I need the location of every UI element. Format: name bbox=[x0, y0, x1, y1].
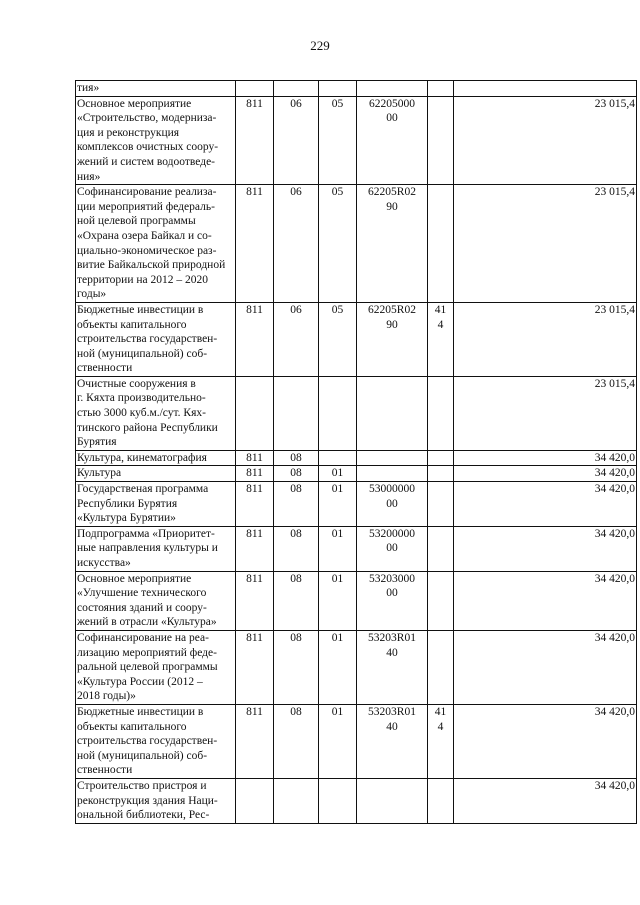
row-name-cell: тия» bbox=[76, 81, 236, 97]
row-name-cell: Софинансирование на реа- лизацию мероприятий феде- ральной целевой программы «Культура России (2012 – 2018 годы)» bbox=[76, 630, 236, 704]
row-expense-type-cell bbox=[428, 376, 454, 450]
row-section-cell: 08 bbox=[274, 450, 319, 466]
row-amount-cell: 34 420,0 bbox=[454, 450, 637, 466]
table-row bbox=[76, 630, 637, 704]
row-expense-type-cell bbox=[428, 185, 454, 303]
row-admin-code-cell bbox=[236, 81, 274, 97]
row-section-cell bbox=[274, 81, 319, 97]
row-amount-cell: 34 420,0 bbox=[454, 571, 637, 630]
row-admin-code-cell: 811 bbox=[236, 482, 274, 527]
row-target-code-cell: 62205R02 90 bbox=[357, 302, 428, 376]
row-name-cell: Культура bbox=[76, 466, 236, 482]
row-section-cell: 08 bbox=[274, 630, 319, 704]
row-section-cell bbox=[274, 376, 319, 450]
row-name-cell: Основное мероприятие «Улучшение технического состояния зданий и соору- жений в отрасли «Культура» bbox=[76, 571, 236, 630]
row-subsection-cell: 01 bbox=[319, 526, 357, 571]
row-expense-type-cell bbox=[428, 466, 454, 482]
table-row bbox=[76, 185, 637, 303]
row-target-code-cell: 53203000 00 bbox=[357, 571, 428, 630]
row-subsection-cell: 05 bbox=[319, 96, 357, 185]
row-subsection-cell: 01 bbox=[319, 466, 357, 482]
row-subsection-cell: 01 bbox=[319, 571, 357, 630]
table-row bbox=[76, 526, 637, 571]
row-expense-type-cell bbox=[428, 630, 454, 704]
row-subsection-cell bbox=[319, 450, 357, 466]
row-section-cell: 06 bbox=[274, 96, 319, 185]
row-admin-code-cell: 811 bbox=[236, 302, 274, 376]
row-section-cell: 08 bbox=[274, 526, 319, 571]
row-section-cell: 08 bbox=[274, 466, 319, 482]
row-admin-code-cell: 811 bbox=[236, 704, 274, 778]
row-name-cell: Культура, кинематография bbox=[76, 450, 236, 466]
row-subsection-cell: 05 bbox=[319, 302, 357, 376]
row-admin-code-cell: 811 bbox=[236, 450, 274, 466]
row-target-code-cell bbox=[357, 450, 428, 466]
row-amount-cell: 23 015,4 bbox=[454, 96, 637, 185]
row-expense-type-cell: 41 4 bbox=[428, 704, 454, 778]
row-target-code-cell: 53203R01 40 bbox=[357, 704, 428, 778]
row-amount-cell: 23 015,4 bbox=[454, 376, 637, 450]
row-name-cell: Софинансирование реализа- ции мероприятий федераль- ной целевой программы «Охрана озера Байкал и со- циально-экономическое раз- витие Байкальской природной территории на 2012 – 2020 годы» bbox=[76, 185, 236, 303]
row-amount-cell: 23 015,4 bbox=[454, 185, 637, 303]
row-name-cell: Основное мероприятие «Строительство, модерниза- ция и реконструкция комплексов очистных соору- жений и систем водоотведе- ния» bbox=[76, 96, 236, 185]
row-expense-type-cell bbox=[428, 778, 454, 823]
row-amount-cell: 23 015,4 bbox=[454, 302, 637, 376]
row-subsection-cell: 01 bbox=[319, 630, 357, 704]
row-expense-type-cell bbox=[428, 81, 454, 97]
table-row bbox=[76, 450, 637, 466]
row-admin-code-cell: 811 bbox=[236, 526, 274, 571]
row-section-cell: 08 bbox=[274, 482, 319, 527]
row-section-cell bbox=[274, 778, 319, 823]
table-row bbox=[76, 482, 637, 527]
row-admin-code-cell: 811 bbox=[236, 571, 274, 630]
row-admin-code-cell: 811 bbox=[236, 96, 274, 185]
table-row bbox=[76, 96, 637, 185]
row-admin-code-cell: 811 bbox=[236, 466, 274, 482]
row-subsection-cell bbox=[319, 376, 357, 450]
row-subsection-cell: 01 bbox=[319, 704, 357, 778]
row-admin-code-cell bbox=[236, 778, 274, 823]
row-amount-cell: 34 420,0 bbox=[454, 526, 637, 571]
row-target-code-cell bbox=[357, 81, 428, 97]
row-target-code-cell bbox=[357, 466, 428, 482]
table-row bbox=[76, 778, 637, 823]
row-target-code-cell: 62205000 00 bbox=[357, 96, 428, 185]
row-amount-cell bbox=[454, 81, 637, 97]
row-name-cell: Бюджетные инвестиции в объекты капитального строительства государствен- ной (муниципальной) соб- ственности bbox=[76, 704, 236, 778]
table-row bbox=[76, 302, 637, 376]
row-admin-code-cell bbox=[236, 376, 274, 450]
page-number: 229 bbox=[310, 38, 330, 53]
row-target-code-cell: 53000000 00 bbox=[357, 482, 428, 527]
row-name-cell: Государственая программа Республики Бурятия «Культура Бурятии» bbox=[76, 482, 236, 527]
budget-table bbox=[75, 80, 637, 824]
row-expense-type-cell bbox=[428, 450, 454, 466]
row-section-cell: 06 bbox=[274, 302, 319, 376]
row-amount-cell: 34 420,0 bbox=[454, 466, 637, 482]
row-name-cell: Очистные сооружения в г. Кяхта производительно- стью 3000 куб.м./сут. Кях- тинского района Республики Бурятия bbox=[76, 376, 236, 450]
table-row bbox=[76, 81, 637, 97]
row-target-code-cell: 53203R01 40 bbox=[357, 630, 428, 704]
row-amount-cell: 34 420,0 bbox=[454, 704, 637, 778]
row-target-code-cell bbox=[357, 778, 428, 823]
row-admin-code-cell: 811 bbox=[236, 185, 274, 303]
row-expense-type-cell bbox=[428, 526, 454, 571]
table-row bbox=[76, 376, 637, 450]
row-section-cell: 06 bbox=[274, 185, 319, 303]
table-row bbox=[76, 466, 637, 482]
row-target-code-cell: 53200000 00 bbox=[357, 526, 428, 571]
row-admin-code-cell: 811 bbox=[236, 630, 274, 704]
row-name-cell: Бюджетные инвестиции в объекты капитального строительства государствен- ной (муниципальной) соб- ственности bbox=[76, 302, 236, 376]
row-expense-type-cell bbox=[428, 571, 454, 630]
table-row bbox=[76, 571, 637, 630]
row-subsection-cell: 05 bbox=[319, 185, 357, 303]
row-name-cell: Строительство пристроя и реконструкция здания Наци- ональной библиотеки, Рес- bbox=[76, 778, 236, 823]
row-expense-type-cell bbox=[428, 482, 454, 527]
row-amount-cell: 34 420,0 bbox=[454, 630, 637, 704]
row-section-cell: 08 bbox=[274, 704, 319, 778]
row-target-code-cell: 62205R02 90 bbox=[357, 185, 428, 303]
row-amount-cell: 34 420,0 bbox=[454, 778, 637, 823]
row-subsection-cell: 01 bbox=[319, 482, 357, 527]
row-subsection-cell bbox=[319, 81, 357, 97]
row-name-cell: Подпрограмма «Приоритет- ные направления культуры и искусства» bbox=[76, 526, 236, 571]
row-section-cell: 08 bbox=[274, 571, 319, 630]
row-expense-type-cell bbox=[428, 96, 454, 185]
row-subsection-cell bbox=[319, 778, 357, 823]
row-target-code-cell bbox=[357, 376, 428, 450]
row-expense-type-cell: 41 4 bbox=[428, 302, 454, 376]
budget-table-body bbox=[76, 81, 637, 824]
row-amount-cell: 34 420,0 bbox=[454, 482, 637, 527]
table-row bbox=[76, 704, 637, 778]
